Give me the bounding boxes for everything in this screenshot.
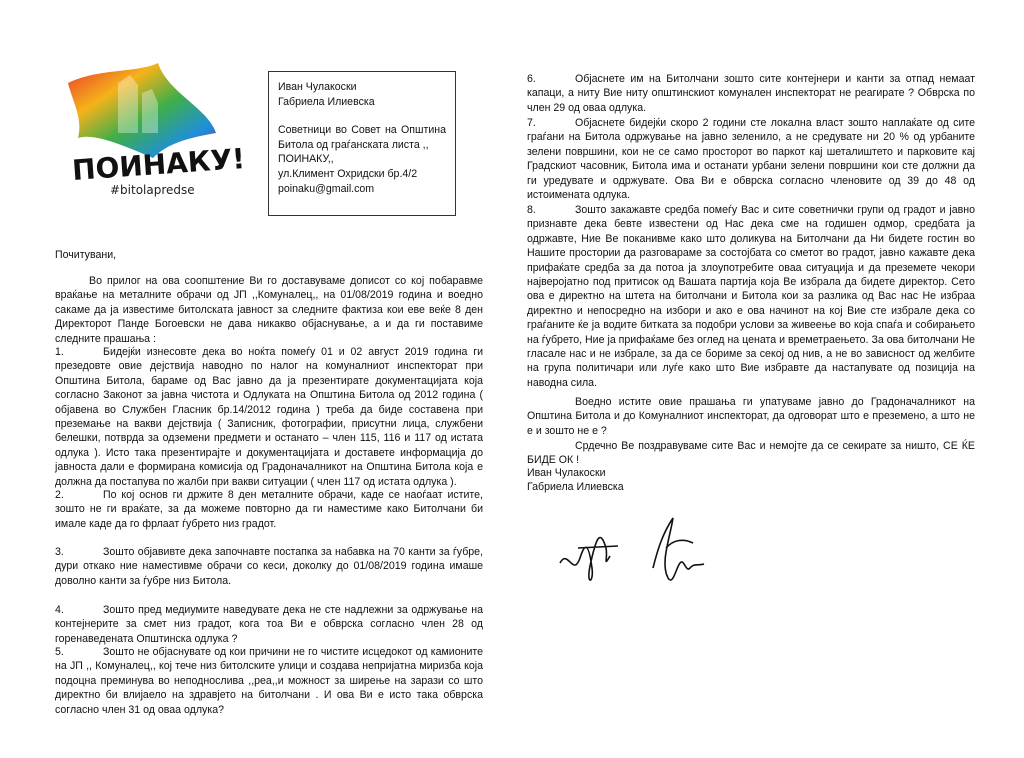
question-number: 5. [55,646,64,658]
closing-paragraph: Воедно истите овие прашања ги упатуваме јавно до Градоначалникот на Општина Битола и до Комуналниот инспекторат, да одговорат што е преземено, а што не е и зошто не е ? [527,396,975,437]
question-2 [55,488,483,531]
letter-page-right [512,0,1024,758]
sender-box [268,71,456,216]
intro-paragraph: Во прилог на ова соопштение Ви го доставуваме дописот со кој побаравме враќање на металните обрачи од ЈП ,,Комуналец,, на 01/08/2019 година и воедно сакаме да ја известиме битолската јавност за следните фактиза кои еве веќе 8 ден Директорот Панде Богоевски не дава никакво објаснување, а и да ги поставиме следните прашања : [55,275,483,345]
handwritten-signatures-icon [548,508,718,598]
greeting: Почитувани, [55,249,117,261]
question-text: Зошто пред медиумите наведувате дека не сте надлежни за одржување на контејнерите за смет низ градот, кога тоа Ви е обврска согласно член 28 од горенаведената Општинска одлука ? [55,604,483,645]
logo-wordmark: ПОИНАКУ! [71,142,246,187]
question-number: 3. [55,546,64,558]
signer-name-2: Габриела Илиевска [527,481,624,494]
question-number: 8. [527,204,536,216]
question-number: 6. [527,73,536,85]
sender-name-2: Габриела Илиевска [278,95,375,108]
question-number: 4. [55,604,64,616]
question-number: 1. [55,346,64,358]
sender-name-1: Иван Чулакоски [278,81,357,93]
question-5 [55,645,483,717]
sender-party: ПОИНАКУ,, [278,153,334,166]
question-text: Зошто не објаснувате од кои причини не го чистите исцедокот од камионите на ЈП ,, Комуналец,, кој тече низ битолските улици и создава непријатна миризба која подоцна преминува во неподнослива ,,реа,,и можност за ширење на зарази со што директно би влијаело на здравјето на битолчани . И ова Ви е исто така обврска согласно член 31 од оваа одлука? [55,646,483,716]
question-7 [527,116,975,202]
question-8 [527,203,975,390]
question-text: По кој основ ги држите 8 ден металните обрачи, каде се наоѓаат истите, зошто не ги враќате, за да можеме повторно да ги наместиме како Битолчани би имале каде да го фрлаат ѓубрето низ градот. [55,489,483,530]
question-4 [55,603,483,646]
question-text: Објаснете им на Битолчани зошто сите контејнери и канти за отпад немаат капаци, а ниту Вие ниту општинскиот комунален инспекторат не реагирате ? Обврска по член 29 од оваа одлука. [527,73,975,114]
closing-line: Срдечно Ве поздравуваме сите Вас и немојте да се секирате за ништо, СЕ ЌЕ БИДЕ ОК ! [527,440,975,467]
signers [527,466,624,495]
sender-address: ул.Климент Охридски бр.4/2 [278,167,418,180]
question-3 [55,545,483,588]
sender-email: poinaku@gmail.com [278,182,375,195]
logo-tagline: #bitolapredse [110,183,195,197]
question-text: Зошто објавивте дека започнавте постапка за набавка на 70 канти за ѓубре, дури откако ние наместивме обрачи со кеси, доколку до 01/08/2019 година имаше доволно канти за ѓубре низ Битола. [55,546,483,587]
question-1 [55,345,483,489]
question-text: Објаснете бидејќи скоро 2 години сте локална власт зошто наплаќате од сите граѓани на Битола одржување на јавно зеленило, а не средувате ни 20 % од урбаните зелени површини, кои не се само просторот во паркот кај шеталиштето и парковите кај Градскиот часовник, Битола има и останати урбани зелени површини кои сте должни да ги уредувате и одржувате. Ова Ви е обврска согласно членовите од 39 до 48 од истоимената одлука. [527,117,975,202]
question-number: 7. [527,117,536,129]
question-text: Бидејќи изнесовте дека во ноќта помеѓу 01 и 02 август 2019 година ги презедовте овие дејствија наводно по налог на комуналниот инспекторат при Општина Битола, бараме од Вас јавно да ја презентирате документацијата која согласно Законот за јавна чистота и Одлуката на Општина Битола од 2012 година ( објавена во Службен Гласник бр.14/2012 година ) треба да биде составена при преземање на вакви дејствија ( Записник, фотографии, присутни лица, службени белешки, потврда за одземени предмети и останато – член 115, 116 и 117 од истата одлука ). Исто така презентирајте и документацијата и доставете информација до јавноста дали е формирана комисија од Градоначалникот на Општина Битола која е должна да постапува по жалби при вакви ситуации ( член 117 од истата одлука ). [55,346,483,488]
question-text: Зошто закажавте средба помеѓу Вас и сите советнички групи од градот и јавно признавте дека бевте известени од Нас дека сме на годишен одмор, средбата ја одржавте, Ние Ве поканивме како што доликува на Битолчани да Ни бидете гостин во Нашите простории да разговараме за состојбата со сметот во градот, јавно кажавте дека прифаќате средба за да потоа ја злоупотребите оваа ситуација и да преземете чекори најверојатно под притисок од Вашата партија која Ве избрала да бидете директор. Сето ова е директно на штета на битолчани и Битола кои за разлика од Вас нас Не избраа директно и непосредно на избори и ако е ова начинот на кој Вие сте избрале дека со граѓаните ќе ја водите битката за подобри услови за живеење во која спаѓа и собирањето на ѓубрето, Ние ја прифаќаме без оглед на цената и времетраењето. За ова битолчани Не гласале нас и не избрале, за да се бориме за секој од нив, а не во зависност од желбите на група политичари или луѓе како што Вие избравте да настапувате од позиција на наводна сила. [527,204,975,389]
question-number: 2. [55,489,64,501]
question-6 [527,72,975,115]
signer-name-1: Иван Чулакоски [527,467,606,479]
sender-role: Советници во Совет на Општина Битола од граѓанската листа ,, [278,124,446,151]
